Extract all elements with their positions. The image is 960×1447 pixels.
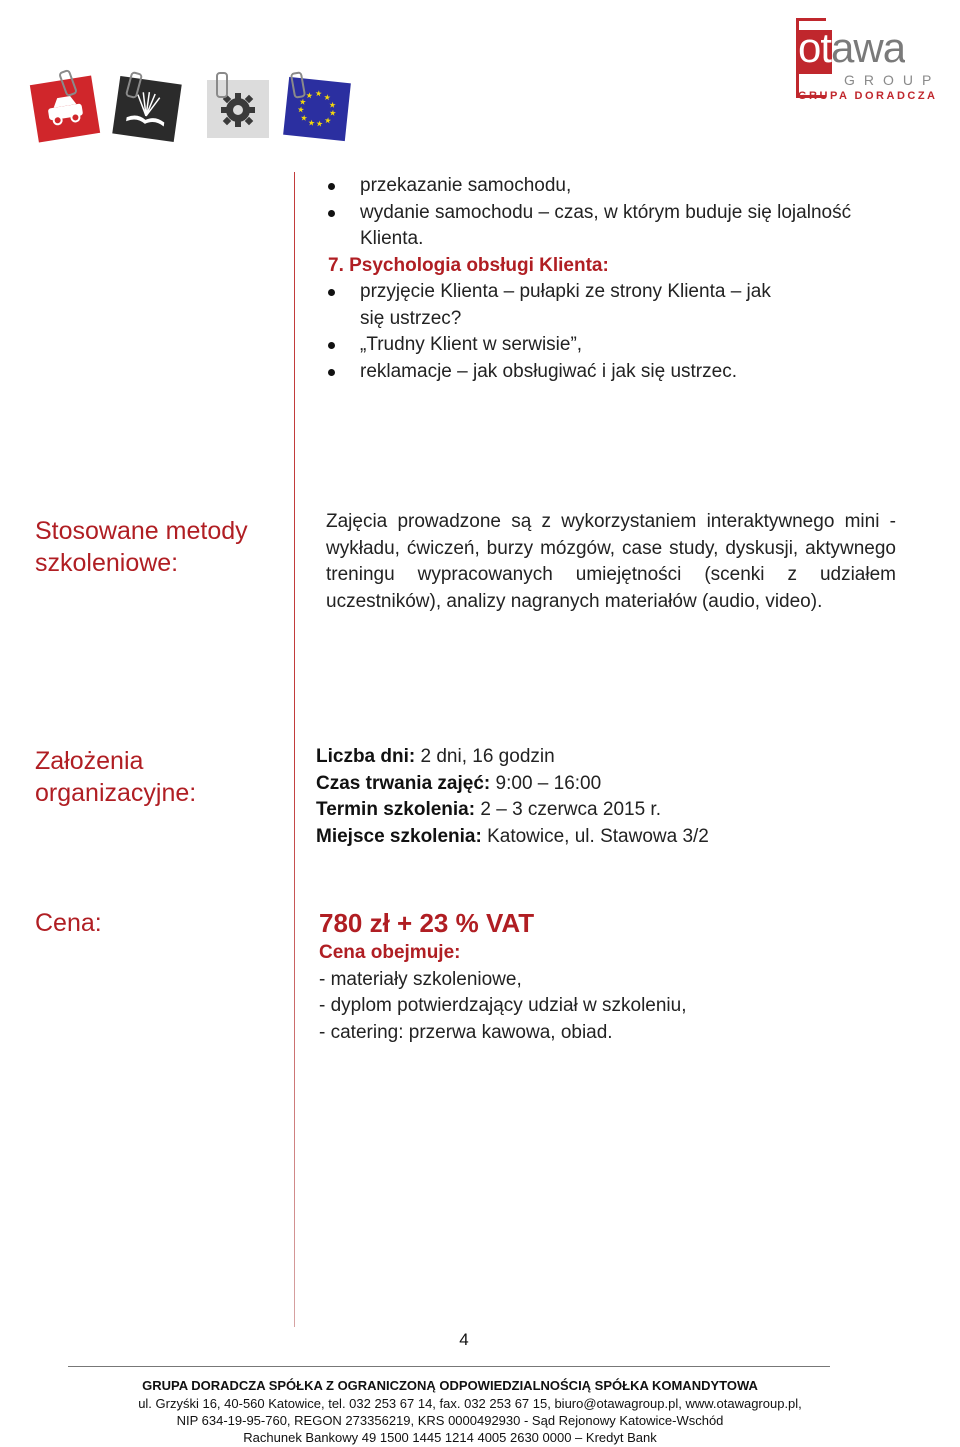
footer-address: ul. Grzyśki 16, 40-560 Katowice, tel. 032 253 67 14, fax. 032 253 67 15, biuro@otawagroup.pl, www.otawagroup.pl,: [138, 1396, 802, 1411]
logo-brand: otawa: [798, 24, 906, 71]
bullet-list: [296, 279, 906, 385]
page-number: 4: [459, 1330, 469, 1349]
price-include-item: - catering: przerwa kawowa, obiad.: [319, 1021, 613, 1043]
price-label: Cena:: [35, 909, 102, 937]
list-item: wydanie samochodu – czas, w którym buduje się lojalność Klienta.: [296, 200, 906, 253]
list-item: przekazanie samochodu,: [296, 173, 906, 200]
svg-text:★: ★: [328, 108, 337, 119]
organization-row: Miejsce szkolenia: Katowice, ul. Stawowa 3/2: [316, 825, 709, 847]
logo-tagline: GRUPA DORADCZA: [798, 90, 938, 102]
price-include-item: - dyplom potwierdzający udział w szkoleniu,: [319, 995, 687, 1016]
list-item: reklamacje – jak obsługiwać i jak się ustrzec.: [296, 359, 906, 386]
section-heading: 7. Psychologia obsługi Klienta:: [328, 254, 609, 276]
svg-text:★: ★: [315, 118, 324, 129]
svg-text:★: ★: [307, 118, 316, 128]
logo-group: GROUP: [844, 72, 941, 88]
paperclip-icon: [216, 72, 228, 98]
svg-text:★: ★: [299, 113, 309, 124]
svg-text:★: ★: [328, 100, 337, 110]
footer-company: GRUPA DORADCZA SPÓŁKA Z OGRANICZONĄ ODPOWIEDZIALNOŚCIĄ SPÓŁKA KOMANDYTOWA: [142, 1378, 758, 1393]
footer-registration: NIP 634-19-95-760, REGON 273356219, KRS 0000492930 - Sąd Rejonowy Katowice-Wschód: [176, 1413, 724, 1428]
svg-text:★: ★: [314, 88, 323, 99]
program-list-continued: [296, 173, 906, 385]
organization-label: Założenia organizacyjne:: [35, 747, 197, 807]
organization-row: Czas trwania zajęć: 9:00 – 16:00: [316, 772, 602, 794]
list-item: przyjęcie Klienta – pułapki ze strony Klienta – jak się ustrzec?: [296, 279, 780, 332]
list-item: „Trudny Klient w serwisie”,: [296, 332, 906, 359]
bullet-list: [296, 173, 906, 253]
footer-bank: Rachunek Bankowy 49 1500 1445 1214 4005 2630 0000 – Kredyt Bank: [243, 1430, 657, 1445]
methods-label: Stosowane metody szkoleniowe:: [35, 517, 248, 577]
footer-divider: [68, 1366, 830, 1367]
organization-row: Liczba dni: 2 dni, 16 godzin: [316, 746, 555, 767]
price-details: [319, 906, 919, 1046]
svg-text:★: ★: [323, 92, 332, 103]
svg-text:★: ★: [298, 97, 307, 107]
svg-text:★: ★: [323, 115, 332, 126]
svg-text:★: ★: [296, 104, 305, 115]
price-includes-label: Cena obejmuje:: [319, 942, 461, 963]
organization-row: Termin szkolenia: 2 – 3 czerwca 2015 r.: [316, 799, 661, 820]
price-amount: 780 zł + 23 % VAT: [319, 908, 535, 938]
price-include-item: - materiały szkoleniowe,: [319, 968, 522, 990]
vertical-divider: [294, 172, 295, 1327]
methods-text: Zajęcia prowadzone są z wykorzystaniem interaktywnego mini - wykładu, ćwiczeń, burzy mózgów, case study, dyskusji, aktywnego treningu wypracowanych umiejętności (scenki z udziałem uczestników), analizy nagranych materiałów (audio, video).: [326, 511, 896, 612]
svg-text:★: ★: [305, 90, 314, 101]
book-icon: [112, 76, 181, 142]
organization-details: [316, 744, 916, 850]
company-logo: [784, 18, 944, 108]
